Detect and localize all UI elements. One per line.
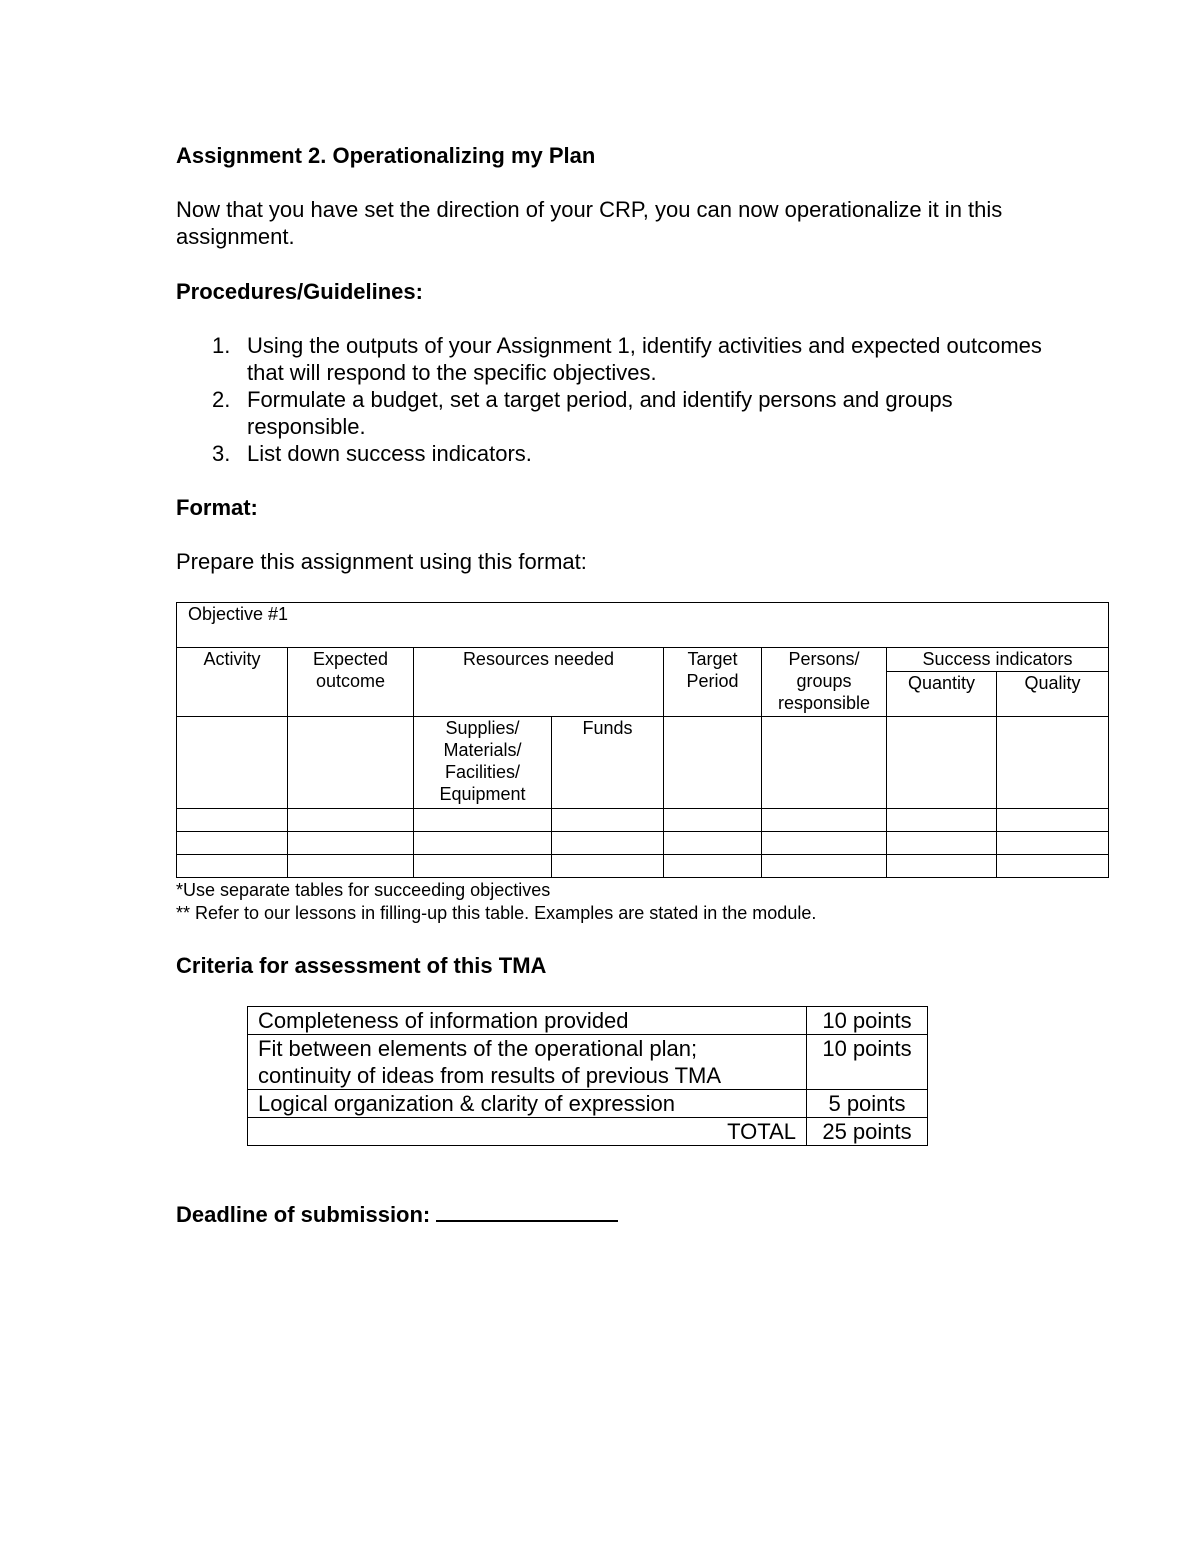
- list-item: [176, 386, 1056, 440]
- page-title: Assignment 2. Operationalizing my Plan: [176, 143, 596, 168]
- col-activity: Activity: [177, 648, 288, 717]
- list-item: [176, 440, 1056, 467]
- criteria-heading: Criteria for assessment of this TMA: [176, 953, 547, 978]
- criterion-points: 10 points: [807, 1007, 928, 1035]
- operational-plan-table: [176, 602, 1109, 878]
- deadline-blank-field: [436, 1200, 618, 1222]
- note-refer-lessons: ** Refer to our lessons in filling-up this table. Examples are stated in the module.: [176, 903, 817, 923]
- total-row: [248, 1118, 928, 1146]
- criterion-points: 5 points: [807, 1090, 928, 1118]
- deadline-line: [176, 1200, 618, 1228]
- table-cell: [177, 717, 288, 809]
- sub-funds: Funds: [552, 717, 664, 809]
- procedures-list: [176, 332, 1056, 467]
- step-text: Formulate a budget, set a target period, and identify persons and groups responsible.: [247, 387, 953, 439]
- intro-paragraph: Now that you have set the direction of your CRP, you can now operationalize it in this assignment.: [176, 197, 1003, 249]
- col-quality: Quality: [997, 672, 1109, 717]
- col-target-period: Target Period: [664, 648, 762, 717]
- criterion-label: Logical organization & clarity of expression: [248, 1090, 807, 1118]
- criterion-points: 10 points: [807, 1035, 928, 1090]
- table-cell: [887, 717, 997, 809]
- total-points: 25 points: [807, 1118, 928, 1146]
- step-text: Using the outputs of your Assignment 1, identify activities and expected outcomes that will respond to the specific objectives.: [247, 333, 1042, 385]
- table-cell: [762, 717, 887, 809]
- criterion-label: Completeness of information provided: [248, 1007, 807, 1035]
- table-row: [248, 1090, 928, 1118]
- procedures-heading: Procedures/Guidelines:: [176, 279, 423, 304]
- note-separate-tables: *Use separate tables for succeeding objectives: [176, 880, 551, 900]
- criterion-label: Fit between elements of the operational plan; continuity of ideas from results of previous TMA: [248, 1035, 807, 1090]
- col-expected-outcome: Expected outcome: [288, 648, 414, 717]
- table-row: [177, 855, 1109, 878]
- total-label: TOTAL: [248, 1118, 807, 1146]
- step-number: 3.: [212, 441, 231, 466]
- objective-cell: Objective #1: [177, 603, 1109, 648]
- table-row: [177, 809, 1109, 832]
- table-row: [177, 832, 1109, 855]
- table-row: [248, 1007, 928, 1035]
- deadline-label: Deadline of submission:: [176, 1202, 431, 1227]
- table-cell: [288, 717, 414, 809]
- col-quantity: Quantity: [887, 672, 997, 717]
- table-cell: [664, 717, 762, 809]
- sub-supplies: Supplies/ Materials/ Facilities/ Equipment: [414, 717, 552, 809]
- step-number: 2.: [212, 387, 231, 412]
- table-row: [248, 1035, 928, 1090]
- step-number: 1.: [212, 333, 231, 358]
- format-instruction: Prepare this assignment using this format:: [176, 549, 587, 574]
- col-success-indicators: Success indicators: [887, 648, 1109, 672]
- table-notes: [176, 879, 816, 925]
- col-persons-responsible: Persons/ groups responsible: [762, 648, 887, 717]
- col-resources-needed: Resources needed: [414, 648, 664, 717]
- format-heading: Format:: [176, 495, 258, 520]
- table-cell: [997, 717, 1109, 809]
- step-text: List down success indicators.: [247, 441, 532, 466]
- criteria-table: [247, 1006, 928, 1146]
- list-item: [176, 332, 1056, 386]
